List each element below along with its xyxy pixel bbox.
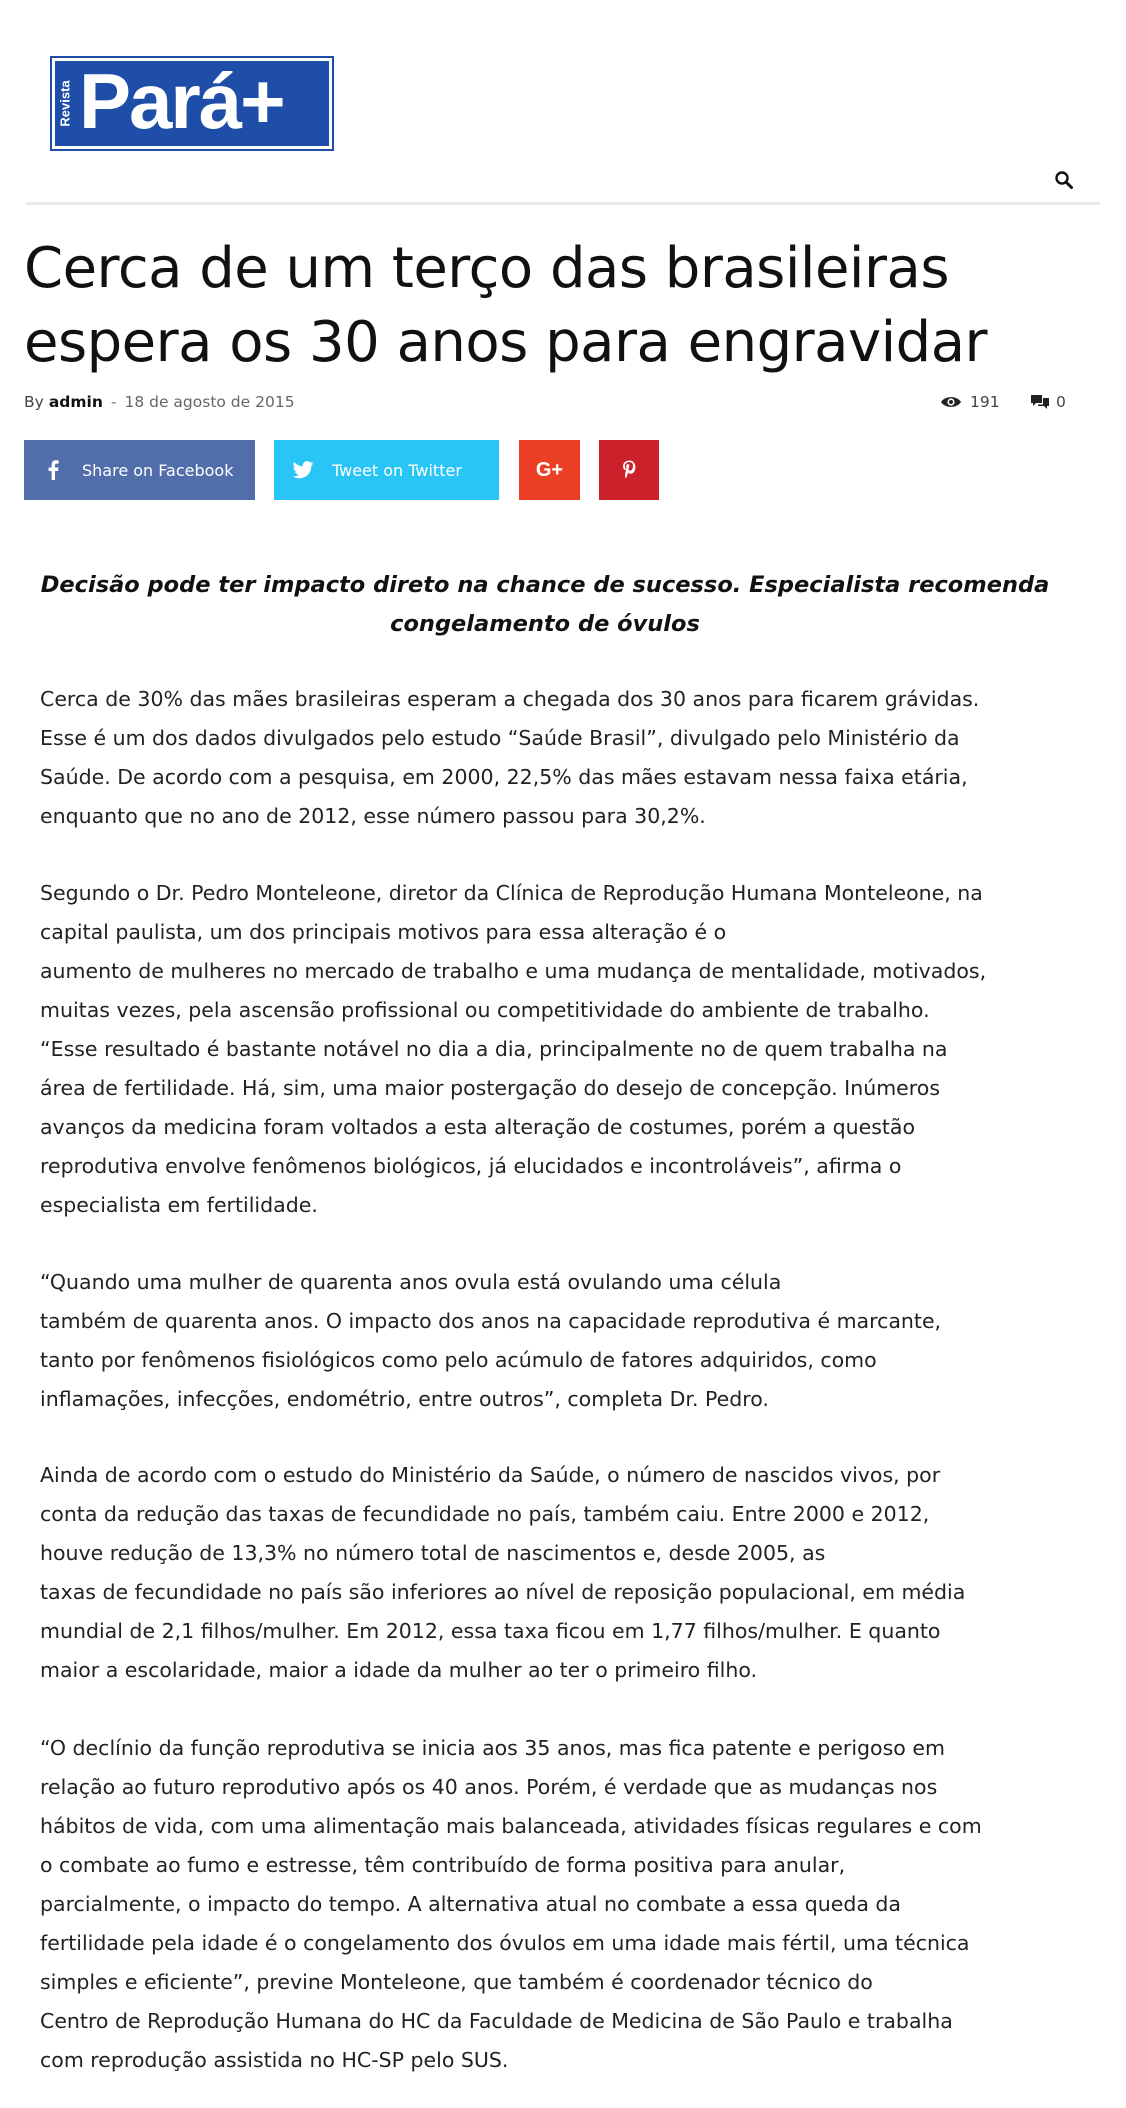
paragraph-line: Esse é um dos dados divulgados pelo estudo “Saúde Brasil”, divulgado pelo Ministério da [40, 726, 960, 750]
article-paragraph-3 [40, 1263, 1100, 1419]
paragraph-line: relação ao futuro reprodutivo após os 40 anos. Porém, é verdade que as mudanças nos [40, 1775, 938, 1799]
share-twitter-button[interactable] [274, 440, 499, 500]
article-paragraph-2 [40, 874, 1100, 1225]
paragraph-line: inflamações, infecções, endométrio, entre outros”, completa Dr. Pedro. [40, 1387, 769, 1411]
paragraph-line: Centro de Reprodução Humana do HC da Faculdade de Medicina de São Paulo e trabalha [40, 2009, 953, 2033]
header-divider [26, 202, 1100, 205]
meta-separator: - [110, 393, 117, 411]
share-twitter-label: Tweet on Twitter [332, 460, 462, 480]
post-title-line: Cerca de um terço das brasileiras [24, 236, 949, 301]
search-button[interactable] [1054, 170, 1076, 192]
paragraph-line: reprodutiva envolve fenômenos biológicos, já elucidados e incontroláveis”, afirma o [40, 1154, 902, 1178]
paragraph-line: tanto por fenômenos fisiológicos como pelo acúmulo de fatores adquiridos, como [40, 1348, 877, 1372]
paragraph-line: o combate ao fumo e estresse, têm contribuído de forma positiva para anular, [40, 1853, 846, 1877]
paragraph-line: parcialmente, o impacto do tempo. A alternativa atual no combate a essa queda da [40, 1892, 901, 1916]
article-paragraph-4 [40, 1456, 1100, 1690]
article-paragraph-1 [40, 680, 1100, 836]
share-facebook-button[interactable] [24, 440, 255, 500]
paragraph-line: taxas de fecundidade no país são inferiores ao nível de reposição populacional, em média [40, 1580, 966, 1604]
view-count-value: 191 [970, 393, 1000, 411]
post-meta [24, 390, 295, 414]
eye-icon [940, 395, 962, 409]
post-title-line: espera os 30 anos para engravidar [24, 310, 988, 375]
paragraph-line: capital paulista, um dos principais motivos para essa alteração é o [40, 920, 727, 944]
paragraph-line: simples e eficiente”, previne Monteleone, que também é coordenador técnico do [40, 1970, 873, 1994]
comment-count-value: 0 [1056, 393, 1066, 411]
post-title [24, 232, 1074, 380]
paragraph-line: também de quarenta anos. O impacto dos anos na capacidade reprodutiva é marcante, [40, 1309, 942, 1333]
view-count [940, 390, 1000, 414]
paragraph-line: “Quando uma mulher de quarenta anos ovula está ovulando uma célula [40, 1270, 782, 1294]
paragraph-line: aumento de mulheres no mercado de trabalho e uma mudança de mentalidade, motivados, [40, 959, 987, 983]
paragraph-line: Ainda de acordo com o estudo do Ministério da Saúde, o número de nascidos vivos, por [40, 1463, 941, 1487]
paragraph-line: Cerca de 30% das mães brasileiras esperam a chegada dos 30 anos para ficarem grávidas. [40, 687, 980, 711]
share-facebook-label: Share on Facebook [82, 460, 234, 480]
paragraph-line: houve redução de 13,3% no número total de nascimentos e, desde 2005, as [40, 1541, 826, 1565]
paragraph-line: avanços da medicina foram voltados a esta alteração de costumes, porém a questão [40, 1115, 916, 1139]
paragraph-line: Segundo o Dr. Pedro Monteleone, diretor da Clínica de Reprodução Humana Monteleone, na [40, 881, 983, 905]
paragraph-line: com reprodução assistida no HC-SP pelo SUS. [40, 2048, 509, 2072]
paragraph-line: área de fertilidade. Há, sim, uma maior postergação do desejo de concepção. Inúmeros [40, 1076, 940, 1100]
lead-line: congelamento de óvulos [390, 611, 700, 637]
logo-side-text: Revista [57, 80, 73, 127]
googleplus-icon: G+ [535, 458, 564, 481]
paragraph-line: fertilidade pela idade é o congelamento dos óvulos em uma idade mais fértil, uma técnica [40, 1931, 970, 1955]
paragraph-line: “O declínio da função reprodutiva se inicia aos 35 anos, mas fica patente e perigoso em [40, 1736, 945, 1760]
paragraph-line: hábitos de vida, com uma alimentação mais balanceada, atividades físicas regulares e com [40, 1814, 982, 1838]
comments-icon [1030, 394, 1050, 410]
search-icon [1054, 170, 1074, 190]
paragraph-line: “Esse resultado é bastante notável no dia a dia, principalmente no de quem trabalha na [40, 1037, 948, 1061]
paragraph-line: muitas vezes, pela ascensão profissional ou competitividade do ambiente de trabalho. [40, 998, 930, 1022]
site-logo[interactable] [52, 58, 332, 149]
paragraph-line: especialista em fertilidade. [40, 1193, 318, 1217]
paragraph-line: Saúde. De acordo com a pesquisa, em 2000, 22,5% das mães estavam nessa faixa etária, [40, 765, 968, 789]
share-pinterest-button[interactable] [599, 440, 659, 500]
paragraph-line: enquanto que no ano de 2012, esse número passou para 30,2%. [40, 804, 706, 828]
facebook-icon [24, 460, 82, 480]
comment-count[interactable] [1030, 390, 1066, 414]
author-link[interactable]: admin [48, 393, 103, 411]
paragraph-line: conta da redução das taxas de fecundidade no país, também caiu. Entre 2000 e 2012, [40, 1502, 930, 1526]
paragraph-line: maior a escolaridade, maior a idade da mulher ao ter o primeiro filho. [40, 1658, 758, 1682]
pinterest-icon [622, 460, 636, 480]
by-label: By [24, 393, 44, 411]
logo-main-text: Pará+ [79, 58, 284, 145]
share-googleplus-button[interactable] [519, 440, 580, 500]
article-lead [40, 566, 1050, 644]
article-paragraph-5 [40, 1729, 1100, 2080]
lead-line: Decisão pode ter impacto direto na chance de sucesso. Especialista recomenda [40, 572, 1050, 598]
twitter-icon [274, 461, 332, 479]
paragraph-line: mundial de 2,1 filhos/mulher. Em 2012, essa taxa ficou em 1,77 filhos/mulher. E quanto [40, 1619, 941, 1643]
post-date: 18 de agosto de 2015 [124, 393, 295, 411]
